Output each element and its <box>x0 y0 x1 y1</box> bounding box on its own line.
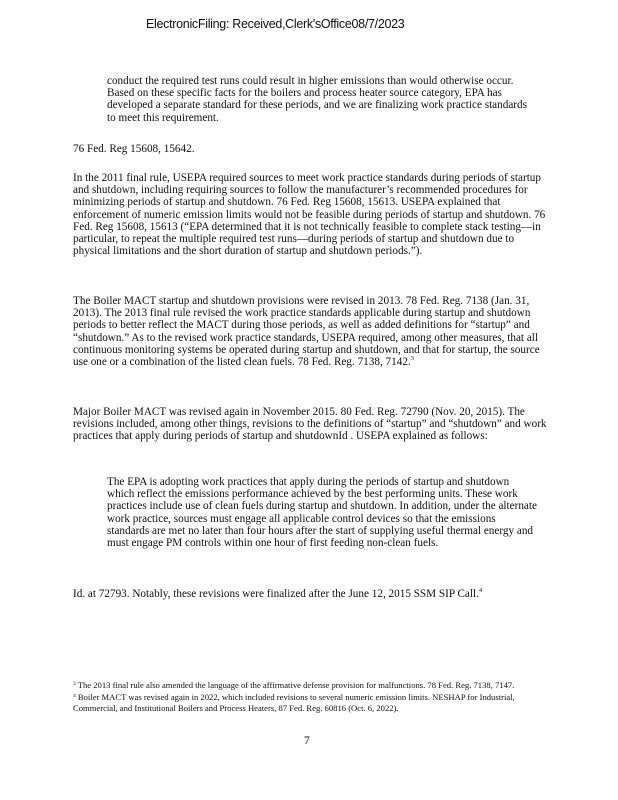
footnote-3 <box>73 680 543 690</box>
paragraph-2015-revision: Major Boiler MACT was revised again in November 2015. 80 Fed. Reg. 72790 (Nov. 20, 2015). The revisions included, among other things, revisions to the definitions of “startup” and “shutdown” and work practices that apply during periods of startup and shutdownId . USEPA explained as follows: <box>73 406 547 443</box>
paragraph-notably-text: Id. at 72793. Notably, these revisions were finalized after the June 12, 2015 SSM SIP Call. <box>73 588 479 600</box>
block-quote-epa: The EPA is adopting work practices that apply during the periods of startup and shutdown which reflect the emissions performance achieved by the best performing units. These work practices include use of clean fuels during startup and shutdown. In addition, under the alternate work practice, sources must engage all applicable control devices so that the emissions standards are met no later than four hours after the start of supplying useful thermal energy and must engage PM controls within one hour of first feeding non-clean fuels. <box>107 476 537 550</box>
paragraph-2011-final-rule: In the 2011 final rule, USEPA required sources to meet work practice standards during periods of startup and shutdown, including requiring sources to follow the manufacturer’s recommended procedures for minimizing periods of startup and shutdown. 76 Fed. Reg 15608, 15613. USEPA explained that enforcement of numeric emission limits would not be feasible during periods of startup and shutdown. 76 Fed. Reg 15608, 15613 (“EPA determined that it is not technically feasible to complete stack testing—in particular, to repeat the multiple required test runs—during periods of startup and shutdown due to physical limitations and the short duration of startup and shutdown periods.”). <box>73 172 546 258</box>
footnote-text: The 2013 final rule also amended the language of the affirmative defense provision for malfunctions. 78 Fed. Reg. 7138, 7147. <box>77 680 515 690</box>
footnote-4 <box>73 692 543 713</box>
footnote-mark: 4 <box>73 693 76 700</box>
footnote-ref-3[interactable]: 3 <box>410 355 414 363</box>
paragraph-2013-revision <box>73 295 547 368</box>
citation-line: 76 Fed. Reg 15608, 15642. <box>73 143 195 155</box>
filing-stamp-header: ElectronicFiling: Received,Clerk'sOffice08/7/2023 <box>146 17 405 31</box>
footnote-ref-4[interactable]: 4 <box>478 587 483 594</box>
page-number: 7 <box>304 735 310 747</box>
paragraph-2013-text: The Boiler MACT startup and shutdown provisions were revised in 2013. 78 Fed. Reg. 7138 (Jan. 31, 2013). The 2013 final rule revised the work practice standards applicable during startup and shutdown periods to better reflect the MACT during those periods, as well as added definitions for “startup” and “shutdown.” As to the revised work practice standards, USEPA required, among other measures, that all continuous monitoring systems be operated during startup and shutdown, and that for startup, the source use one or a combination of the listed clean fuels. 78 Fed. Reg. 7138, 7142. <box>73 295 540 369</box>
block-quote-continued: conduct the required test runs could result in higher emissions than would otherwise occur. Based on these specific facts for the boilers and process heater source category, EPA has developed a separate standard for these periods, and we are finalizing work practice standards to meet this requirement. <box>107 75 527 124</box>
footnote-text: Boiler MACT was revised again in 2022, which included revisions to several numeric emission limits. NESHAP for Industrial, Commercial, and Institutional Boilers and Process Heaters, 87 Fed. Reg. 60816 (Oct. 6, 2022). <box>73 692 515 713</box>
footnote-mark: 3 <box>73 681 76 687</box>
footnotes-section <box>73 680 543 715</box>
paragraph-notably <box>73 588 547 600</box>
